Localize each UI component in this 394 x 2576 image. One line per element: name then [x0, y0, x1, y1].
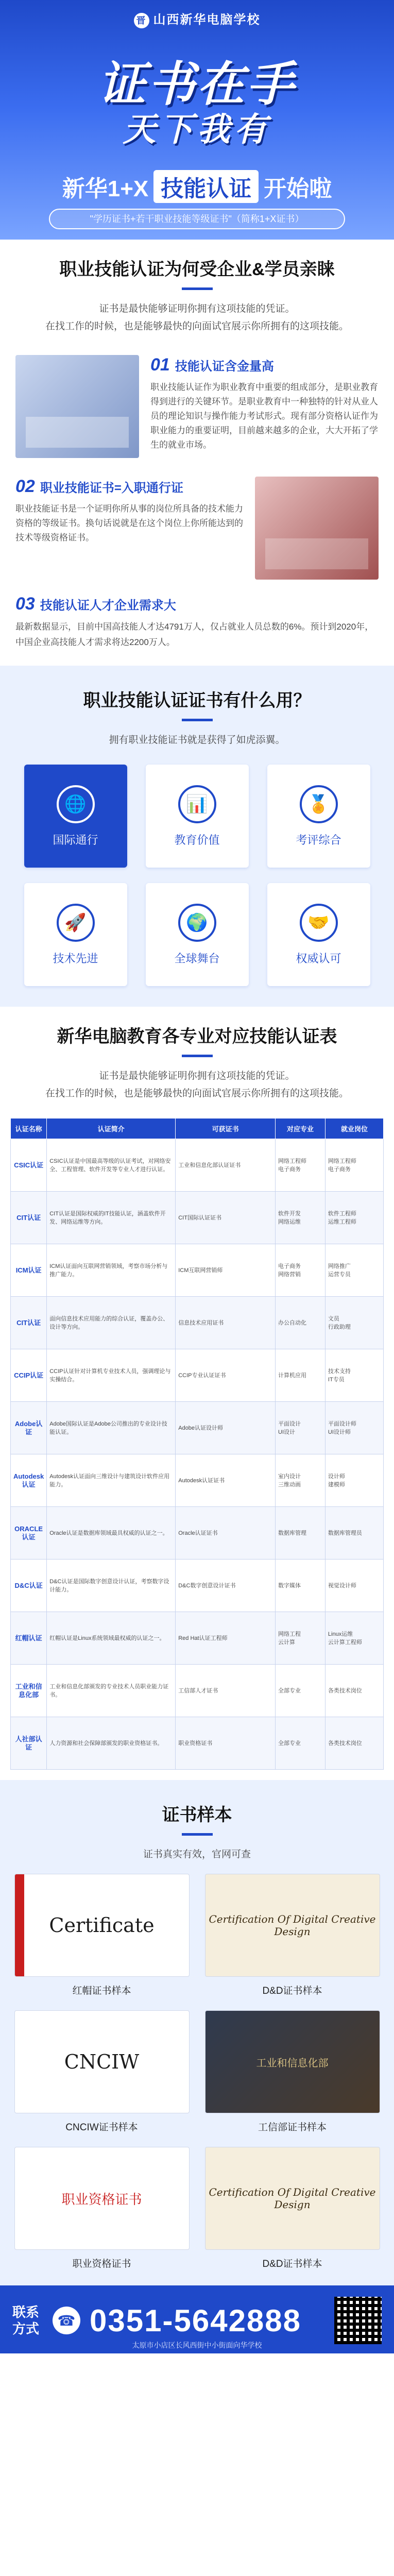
chart-icon: 📊: [178, 785, 216, 823]
table-cell-name: 工业和信息化部: [11, 1665, 47, 1717]
sample-caption: CNCIW证书样本: [65, 2122, 138, 2133]
feature-body: 最新数据显示，目前中国高技能人才达4791万人，仅占就业人员总数的6%。预计到2020年，中国企业高技能人才需求将达2200万人。: [15, 622, 374, 647]
qr-code-icon: [334, 2297, 382, 2344]
headline-post: 开始啦: [264, 176, 332, 201]
feature-title: 03 技能认证人才企业需求大: [15, 594, 176, 614]
table-cell-major: 办公自动化: [276, 1297, 326, 1349]
sample-grid: [0, 1874, 394, 2270]
sample-caption: D&D证书样本: [262, 2259, 322, 2269]
title-underline: [182, 719, 213, 721]
miit-certificate-image: 工业和信息化部: [205, 2010, 380, 2113]
phone-icon: ☎: [53, 2307, 80, 2334]
feature-title: 01 技能认证含金量高: [150, 355, 274, 375]
feature-title: 02 职业技能证书=入职通行证: [15, 477, 183, 496]
table-cell-desc: D&C认证是国际数字创意设计认证，考察数字设计能力。: [47, 1560, 176, 1612]
feature-item: [0, 589, 394, 666]
table-row: [11, 1244, 384, 1297]
slogan-line2: 天下我有: [123, 111, 271, 148]
cnciw-certificate-image: CNCIW: [14, 2010, 190, 2113]
table-cell-major: 计算机应用: [276, 1349, 326, 1402]
table-cell-desc: 红帽认证是Linux系统领域最权威的认证之一。: [47, 1612, 176, 1665]
logo-mark-icon: 晋: [134, 13, 149, 28]
certification-table: [10, 1118, 384, 1770]
table-cell-cert: D&C数字创意设计证书: [176, 1560, 276, 1612]
table-cell-name: CIT认证: [11, 1192, 47, 1244]
table-cell-major: 电子商务 网络营销: [276, 1244, 326, 1297]
table-cell-desc: Adobe国际认证是Adobe公司推出的专业设计技能认证。: [47, 1402, 176, 1454]
table-cell-job: 文员 行政助理: [325, 1297, 383, 1349]
table-cell-cert: Adobe认证设计师: [176, 1402, 276, 1454]
table-header-row: [11, 1118, 384, 1139]
benefit-label: 全球舞台: [174, 952, 220, 965]
certificate-icon: 🏅: [300, 785, 338, 823]
table-row: [11, 1612, 384, 1665]
table-cell-cert: 工信部人才证书: [176, 1665, 276, 1717]
globe-icon: 🌐: [57, 785, 95, 823]
sample-card[interactable]: [205, 2147, 380, 2270]
feature-item: [0, 467, 394, 589]
section-intro: 拥有职业技能证书就是获得了如虎添翼。: [109, 735, 285, 745]
sample-card[interactable]: [14, 2147, 190, 2270]
table-row: [11, 1349, 384, 1402]
table-row: [11, 1402, 384, 1454]
sample-card[interactable]: [205, 2010, 380, 2133]
contact-footer: [0, 2285, 394, 2353]
benefit-label: 考评综合: [296, 833, 341, 846]
benefit-card-authority[interactable]: [267, 883, 370, 986]
table-cell-major: 网络工程 云计算: [276, 1612, 326, 1665]
table-cell-job: 平面设计师 UI设计师: [325, 1402, 383, 1454]
graduates-photo: [255, 477, 379, 580]
hero-banner: [0, 0, 394, 240]
handshake-icon: 🤝: [300, 904, 338, 942]
section-title: 职业技能认证为何受企业&学员亲睐: [0, 240, 394, 295]
table-cell-desc: CCIP认证针对计算机专业技术人员，强调理论与实操结合。: [47, 1349, 176, 1402]
benefit-card-assessment[interactable]: [267, 765, 370, 868]
dd-certificate-image: Certification Of Digital Creative Design: [205, 1874, 380, 1977]
benefit-card-international[interactable]: [24, 765, 127, 868]
table-cell-cert: CIT国际认证证书: [176, 1192, 276, 1244]
hero-subtitle-pill: "学历证书+若干职业技能等级证书"（简称1+X证书）: [49, 209, 345, 229]
column-header: 对应专业: [276, 1118, 326, 1139]
world-icon: 🌍: [178, 904, 216, 942]
table-cell-major: 全部专业: [276, 1665, 326, 1717]
sample-card[interactable]: [205, 1874, 380, 1997]
table-cell-job: 视觉设计师: [325, 1560, 383, 1612]
sample-card[interactable]: [14, 1874, 190, 1997]
table-cell-job: 各类技术岗位: [325, 1665, 383, 1717]
title-underline: [182, 1055, 213, 1057]
column-header: 可获证书: [176, 1118, 276, 1139]
section-intro: 证书是最快能够证明你拥有这项技能的凭证。 在找工作的时候，也是能够最快的向面试官展示你所拥有的这项技能。: [45, 303, 349, 332]
table-row: [11, 1192, 384, 1244]
section-why: [0, 240, 394, 666]
table-cell-job: 网络推广 运营专员: [325, 1244, 383, 1297]
contact-label: 联系方式: [12, 2304, 40, 2336]
table-cell-name: 红帽认证: [11, 1612, 47, 1665]
section-benefits: [0, 666, 394, 1007]
benefit-card-global[interactable]: [146, 883, 249, 986]
table-cell-name: D&C认证: [11, 1560, 47, 1612]
column-header: 认证简介: [47, 1118, 176, 1139]
section-title: 职业技能认证证书有什么用？: [0, 671, 394, 726]
table-cell-major: 网络工程师 电子商务: [276, 1139, 326, 1192]
section-title: 新华电脑教育各专业对应技能认证表: [0, 1007, 394, 1062]
address: 太原市小店区长风西街中小街面向华学校: [132, 2341, 262, 2349]
table-cell-major: 软件开发 网络运维: [276, 1192, 326, 1244]
benefit-label: 权威认可: [296, 952, 341, 965]
table-cell-job: Linux运维 云计算工程师: [325, 1612, 383, 1665]
feature-body: 职业技能证书是一个证明你所从事的岗位所具备的技术能力资格的等级证书。换句话说就是在这个岗位上你所能达到的技术等级资格证书。: [15, 504, 243, 543]
table-cell-cert: 信息技术应用证书: [176, 1297, 276, 1349]
section-cert-table: [0, 1007, 394, 1780]
slogan-line1: 证书在手: [98, 58, 296, 111]
benefit-label: 技术先进: [53, 952, 98, 965]
table-cell-cert: ICM互联网营销师: [176, 1244, 276, 1297]
table-cell-cert: Autodesk认证证书: [176, 1454, 276, 1507]
table-cell-desc: 面向信息技术应用能力的综合认证，覆盖办公、设计等方向。: [47, 1297, 176, 1349]
phone-number[interactable]: 0351-5642888: [90, 2303, 302, 2338]
column-header: 认证名称: [11, 1118, 47, 1139]
vocational-certificate-image: 职业资格证书: [14, 2147, 190, 2250]
table-cell-job: 设计师 建模师: [325, 1454, 383, 1507]
table-row: [11, 1560, 384, 1612]
table-cell-major: 数字媒体: [276, 1560, 326, 1612]
table-cell-cert: CCIP专业认证证书: [176, 1349, 276, 1402]
table-cell-desc: Autodesk认证面向三维设计与建筑设计软件应用能力。: [47, 1454, 176, 1507]
redhat-certificate-image: Certificate: [14, 1874, 190, 1977]
benefit-label: 国际通行: [53, 833, 98, 846]
column-header: 就业岗位: [325, 1118, 383, 1139]
feature-item: [0, 346, 394, 467]
school-logo: [0, 9, 394, 28]
dd-certificate-image: Certification Of Digital Creative Design: [205, 2147, 380, 2250]
table-cell-name: Autodesk认证: [11, 1454, 47, 1507]
table-cell-cert: 工业和信息化部认证证书: [176, 1139, 276, 1192]
headline: [0, 170, 394, 203]
benefit-label: 教育价值: [174, 833, 220, 846]
table-cell-desc: CSIC认证是中国最高等级的认证考试，对网络安全、工程管理、软件开发等专业人才进行认证。: [47, 1139, 176, 1192]
exhibition-photo: [15, 355, 139, 458]
table-cell-cert: 职业资格证书: [176, 1717, 276, 1770]
table-cell-job: 技术支持 IT专员: [325, 1349, 383, 1402]
table-cell-desc: 人力资源和社会保障部颁发的职业资格证书。: [47, 1717, 176, 1770]
table-cell-cert: Oracle认证证书: [176, 1507, 276, 1560]
table-row: [11, 1139, 384, 1192]
title-underline: [182, 287, 213, 290]
logo-text: 山西新华电脑学校: [153, 13, 261, 27]
headline-pre: 新华1+X: [62, 176, 149, 201]
table-cell-job: 各类技术岗位: [325, 1717, 383, 1770]
benefit-card-technology[interactable]: [24, 883, 127, 986]
table-cell-name: CSIC认证: [11, 1139, 47, 1192]
table-row: [11, 1454, 384, 1507]
table-cell-name: ORACLE认证: [11, 1507, 47, 1560]
table-cell-job: 网络工程师 电子商务: [325, 1139, 383, 1192]
table-cell-desc: ICM认证面向互联网营销领域，考察市场分析与推广能力。: [47, 1244, 176, 1297]
table-row: [11, 1507, 384, 1560]
table-cell-name: ICM认证: [11, 1244, 47, 1297]
table-cell-name: CCIP认证: [11, 1349, 47, 1402]
sample-caption: D&D证书样本: [262, 1986, 322, 1996]
sample-card[interactable]: [14, 2010, 190, 2133]
table-cell-name: Adobe认证: [11, 1402, 47, 1454]
title-underline: [182, 1833, 213, 1836]
rocket-icon: 🚀: [57, 904, 95, 942]
headline-highlight: 技能认证: [153, 170, 259, 203]
table-cell-desc: CIT认证是国际权威的IT技能认证，涵盖软件开发、网络运维等方向。: [47, 1192, 176, 1244]
sample-caption: 职业资格证书: [72, 2259, 131, 2269]
table-row: [11, 1297, 384, 1349]
section-intro: 证书是最快能够证明你拥有这项技能的凭证。 在找工作的时候，也是能够最快的向面试官展示你所拥有的这项技能。: [45, 1071, 349, 1099]
table-cell-major: 平面设计 UI设计: [276, 1402, 326, 1454]
table-cell-job: 数据库管理员: [325, 1507, 383, 1560]
table-cell-name: 人社部认证: [11, 1717, 47, 1770]
feature-body: 职业技能认证作为职业教育中重要的组成部分，是职业教育得到进行的关键环节。是职业教育中一种独特的针对从业人员的理论知识与操作能力考试形式。现有部分资格认证作为职业能力的重要证明，目前越来越多的企业，大大开拓了学生的就业市场。: [150, 382, 378, 450]
table-cell-major: 室内设计 三维动画: [276, 1454, 326, 1507]
table-row: [11, 1717, 384, 1770]
table-cell-cert: Red Hat认证工程师: [176, 1612, 276, 1665]
benefit-grid: [0, 765, 394, 986]
sample-caption: 工信部证书样本: [258, 2122, 327, 2133]
benefit-card-education[interactable]: [146, 765, 249, 868]
table-cell-name: CIT认证: [11, 1297, 47, 1349]
table-row: [11, 1665, 384, 1717]
table-cell-job: 软件工程师 运维工程师: [325, 1192, 383, 1244]
sample-caption: 红帽证书样本: [72, 1986, 131, 1996]
section-samples: [0, 1780, 394, 2285]
section-title: 证书样本: [0, 1785, 394, 1841]
section-intro: 证书真实有效，官网可查: [143, 1849, 251, 1860]
table-cell-major: 数据库管理: [276, 1507, 326, 1560]
table-cell-desc: 工业和信息化部颁发的专业技术人员职业能力证书。: [47, 1665, 176, 1717]
table-cell-desc: Oracle认证是数据库领域最具权威的认证之一。: [47, 1507, 176, 1560]
table-cell-major: 全部专业: [276, 1717, 326, 1770]
